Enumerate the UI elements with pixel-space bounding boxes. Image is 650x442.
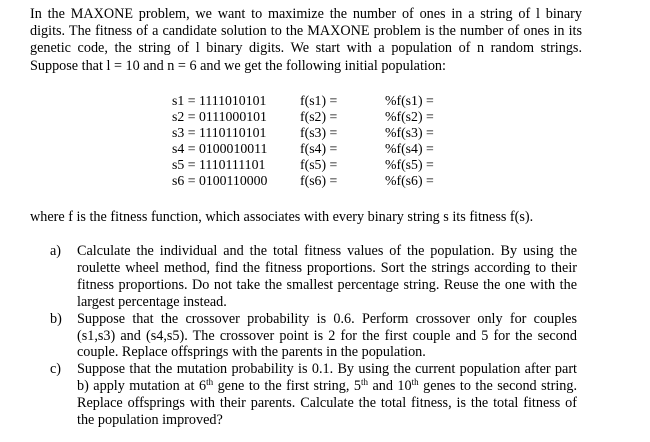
question-text-part: genes to the second string. Replace offsprings with their parents. Calculate the total fitness, is the total fitness of the population improved? [77, 378, 577, 429]
fitness-label: f(s3) = [300, 125, 338, 141]
problem-intro: In the MAXONE problem, we want to maximize the number of ones in a string of l binary digits. The fitness of a candidate solution to the MAXONE problem is the number of ones in its genetic code, the string of l binary digits. We start with a population of n random strings. Suppose that l = 10 and n = 6 and we get the following initial population: [30, 6, 582, 74]
string-value: s4 = 0100010011 [172, 141, 268, 157]
ordinal-suffix: th [206, 377, 214, 388]
fitness-label: f(s4) = [300, 141, 338, 157]
fitness-function-note: where f is the fitness function, which associates with every binary string s its fitness f(s). [30, 209, 534, 225]
question-letter: b) [50, 310, 62, 327]
percent-label: %f(s4) = [385, 141, 434, 157]
question-text: Suppose that the crossover probability is 0.6. Perform crossover only for couples (s1,s3) and (s4,s5). The crossover point is 2 for the first couple and 5 for the second couple. Replace offsprings with the parents in the population. [77, 310, 577, 361]
fitness-label: f(s2) = [300, 109, 338, 125]
string-value: s3 = 1110110101 [172, 125, 267, 141]
fitness-label: f(s6) = [300, 173, 338, 189]
fitness-label: f(s1) = [300, 93, 338, 108]
string-value: s5 = 1110111101 [172, 157, 266, 173]
question-b [50, 311, 577, 362]
ordinal-suffix: th [411, 377, 419, 388]
question-list [50, 243, 577, 429]
percent-label: %f(s1) = [385, 93, 434, 108]
ordinal-suffix: th [360, 377, 368, 388]
fitness-label: f(s5) = [300, 157, 338, 173]
percent-label: %f(s5) = [385, 157, 434, 173]
question-letter: c) [50, 361, 62, 378]
string-value: s1 = 1111010101 [172, 93, 267, 108]
question-text-part: and 10 [367, 378, 412, 395]
string-value: s6 = 0100110000 [172, 173, 268, 189]
question-text-part: gene to the first string, 5 [213, 378, 361, 395]
question-text [77, 361, 577, 428]
question-letter: a) [50, 243, 62, 259]
percent-label: %f(s2) = [385, 109, 434, 125]
percent-label: %f(s6) = [385, 173, 434, 189]
question-a [50, 243, 577, 311]
question-text: Calculate the individual and the total fitness values of the population. By using the roulette wheel method, find the fitness proportions. Sort the strings according to their fitness proportions. Do not take the smallest percentage string. Reuse the one with the largest percentage instead. [77, 243, 577, 310]
percent-label: %f(s3) = [385, 125, 434, 141]
string-value: s2 = 0111000101 [172, 109, 267, 125]
question-text-part: Suppose that the mutation probability is 0.1. By using the current population after part b) apply mutation at 6 [77, 361, 577, 395]
question-c [50, 361, 577, 429]
